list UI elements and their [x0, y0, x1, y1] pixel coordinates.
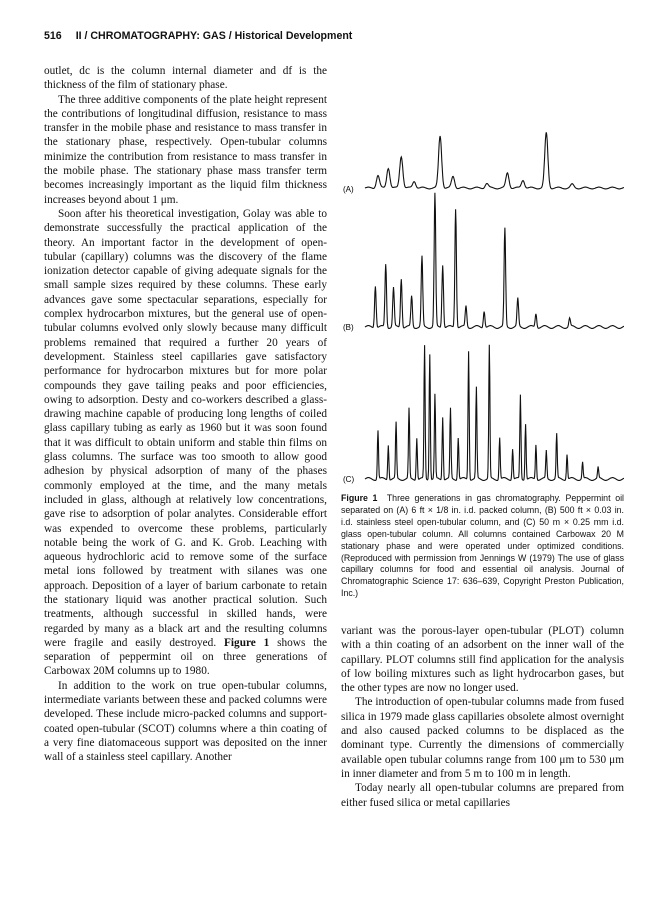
left-column	[44, 64, 327, 864]
page-number: 516	[44, 30, 62, 42]
chromatogram-trace-c	[365, 345, 624, 481]
running-title: II / CHROMATOGRAPHY: GAS / Historical Development	[75, 30, 353, 42]
paragraph: In addition to the work on true open-tubular columns, intermediate variants between these and packed columns were developed. These include micro-packed columns and support-coated open-tubular (SCOT) columns where a thin coating of a very fine diatomaceous support was deposited on the inner wall of a stainless steel capillary. Another	[44, 679, 327, 764]
chromatogram-trace-b	[365, 193, 624, 329]
caption-text: Three generations in gas chromatography. Peppermint oil separated on (A) 6 ft × 1/8 in. i.d. packed column, (B) 500 ft × 0.03 in. i.d. stainless steel open-tubular column, and (C) 50 m × 0.25 mm i.d. glass open-tubular column. All columns contained Carbowax 20 M stationary phase and were operated under optimized conditions. (Reproduced with permission from Jennings W (1979) The use of glass capillary columns for food and essential oil analysis. Journal of Chromatographic Science 17: 636–639, Copyright Preston Publication, Inc.)	[341, 493, 625, 599]
caption-label: Figure 1	[341, 493, 378, 503]
running-header	[44, 30, 624, 42]
paragraph: Today nearly all open-tubular columns are prepared from either fused silica or metal capillaries	[341, 782, 624, 809]
panel-label-c: (C)	[343, 475, 355, 484]
panel-label-b: (B)	[343, 323, 354, 332]
right-column	[341, 624, 624, 874]
paragraph: Soon after his theoretical investigation, Golay was able to demonstrate successfully the practical application of the theory. An important factor in the development of open-tubular (capillary) columns was the discovery of the flame ionization detector capable of giving adequate signals for the small sample sizes required by these columns. These early advances gave some spectacular separations, especially for complex hydrocarbon mixtures, but the general use of open-tubular columns evolved only slowly because many difficult problems remained that required a further 20 years of development. Stainless steel capillaries gave satisfactory performance for hydrocarbon mixtures but for more polar compounds they gave tailing peaks and poor efficiencies, owing to adsorption. Desty and co-workers described a glass-drawing machine capable of producing long lengths of coiled glass capillary tubing as early as 1960 but it was soon found that it was difficult to obtain uniform and stable thin films on glass columns. The surface was too smooth to allow good adhesion by physical adsorption of many of the phases commonly employed at the time, and the many metals included in glass, although at relatively low concentrations, gave rise to adsorption of polar analytes. Considerable effort was expended to overcome these problems, particularly notable being the work of G. and K. Grob. Leaching with aqueous hydrochloric acid to remove some of the surface metal ions followed by treatment with silanes was one approach. Deposition of a layer of barium carbonate to retain the stationary liquid was another practical solution. Such treatments, although successful in skilled hands, were regarded by many as a black art and the resulting columns were fragile and easily destroyed. Figure 1 shows the separation of peppermint oil on three generations of Carbowax 20M columns up to 1980.	[44, 207, 327, 678]
paragraph: The three additive components of the plate height represent the contributions of longitudinal diffusion, resistance to mass transfer in the mobile phase and resistance to mass transfer in the stationary phase, respectively. Open-tubular columns minimize the contribution from resistance to mass transfer in the mobile phase. The stationary phase mass transfer term becomes increasingly important as the liquid film thickness increases beyond about 1 μm.	[44, 93, 327, 206]
figure-reference: Figure 1	[224, 636, 270, 649]
paragraph: The introduction of open-tubular columns made from fused silica in 1979 made glass capillaries obsolete almost overnight and also caused packed columns to be displaced as the dominant type. Currently the dimensions of commercially available open tubular columns range from 100 μm to 530 μm in inner diameter and from 5 m to 100 m in length.	[341, 696, 624, 780]
figure-1	[341, 124, 624, 486]
chromatogram-trace-a	[365, 132, 624, 189]
figure-caption	[341, 493, 624, 600]
paragraph: variant was the porous-layer open-tubular (PLOT) column with a thin coating of an adsorbent on the inner wall of the capillary. PLOT columns still find application for the analysis of low boiling mixtures such as light hydrocarbon gases, but the other types are now no longer used.	[341, 625, 624, 695]
paragraph: outlet, dc is the column internal diameter and df is the thickness of the film of stationary phase.	[44, 65, 327, 92]
panel-label-a: (A)	[343, 185, 354, 194]
chromatogram-figure	[341, 124, 624, 486]
